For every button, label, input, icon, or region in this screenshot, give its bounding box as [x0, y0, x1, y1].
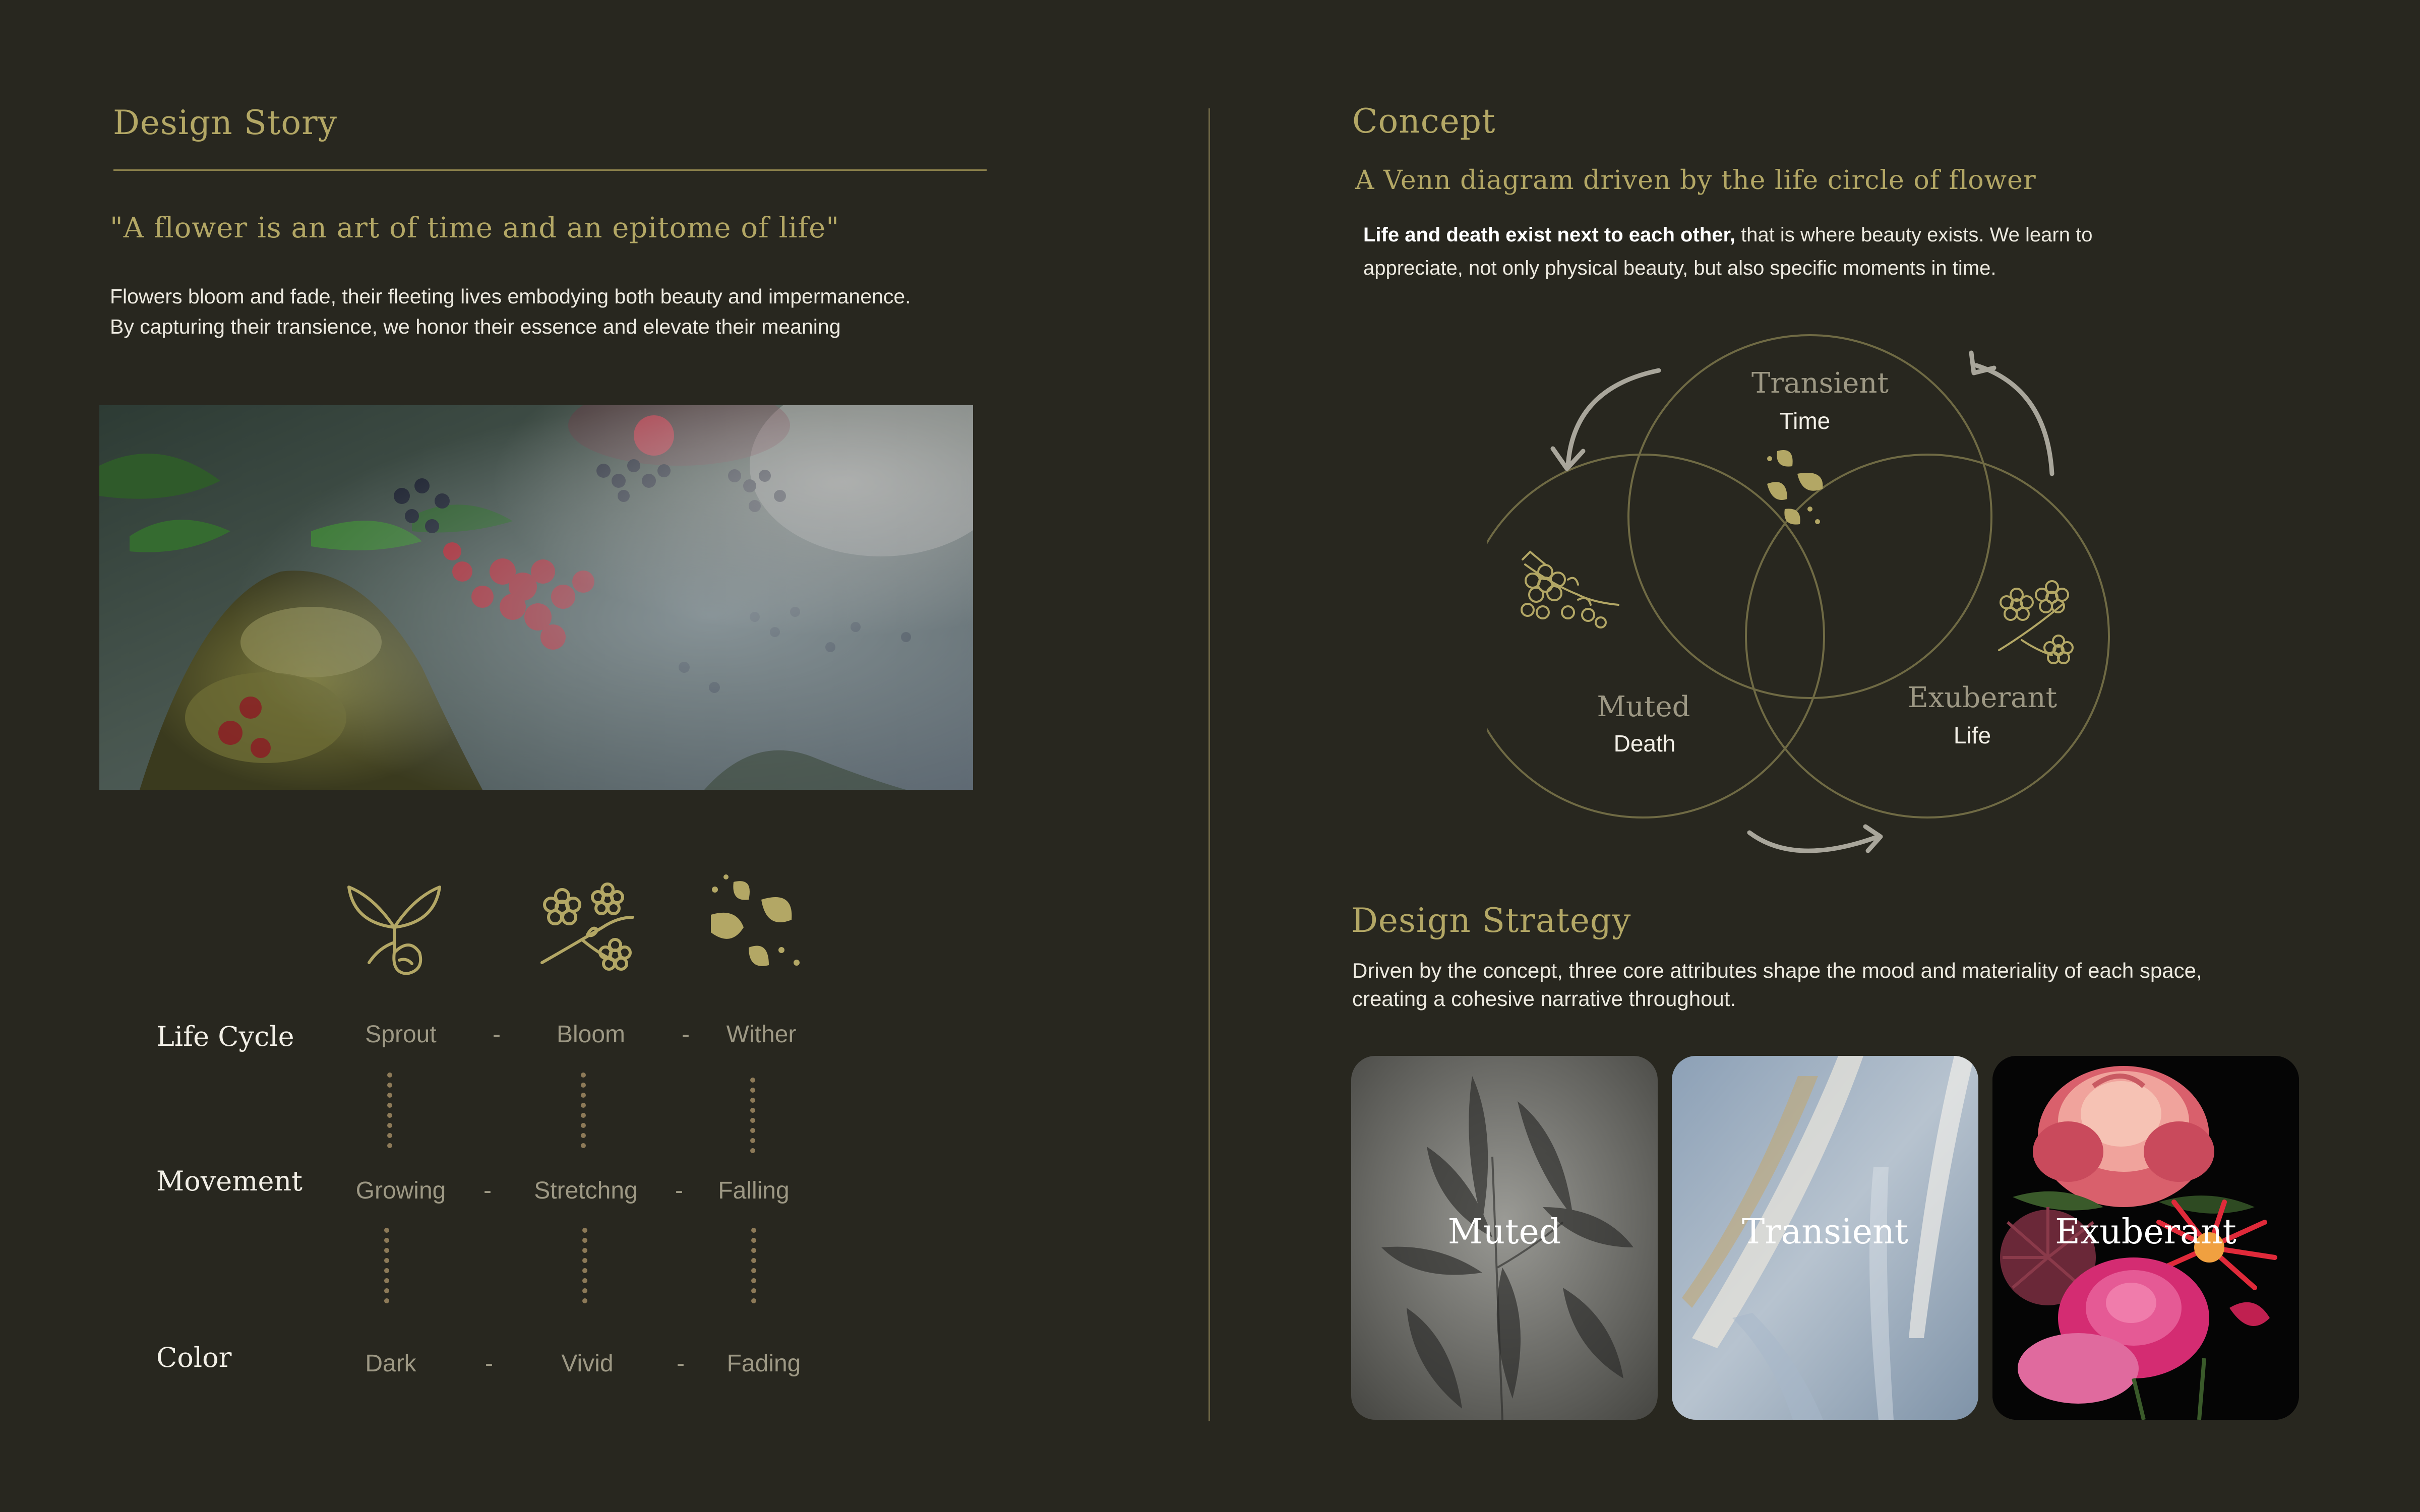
forest-berries-photo [99, 405, 973, 790]
design-story-body [110, 281, 911, 342]
blossom-branch-icon [1522, 552, 1618, 627]
cell-sprout: Sprout [365, 1021, 437, 1048]
row-label-color: Color [156, 1342, 232, 1373]
blossom-branch-icon [537, 877, 638, 980]
concept-body-line-2: appreciate, not only physical beauty, but also specific moments in time. [1363, 257, 1996, 279]
card-label-exuberant: Exuberant [2055, 1212, 2236, 1252]
cell-bloom: Bloom [556, 1021, 626, 1048]
strategy-line-2: creating a cohesive narrative throughout. [1352, 987, 1736, 1011]
cell-fading: Fading [727, 1350, 801, 1377]
venn-label-exuberant: Exuberant [1907, 681, 2058, 714]
page-divider [1208, 108, 1210, 1421]
body-line-2: By capturing their transience, we honor their essence and elevate their meaning [110, 315, 841, 338]
card-label-muted: Muted [1447, 1212, 1561, 1252]
design-story-quote: "A flower is an art of time and an epitome of life" [110, 212, 840, 244]
card-transient [1672, 1056, 1978, 1420]
design-story-title: Design Story [113, 103, 337, 142]
concept-title: Concept [1352, 102, 1496, 141]
design-strategy-body [1352, 957, 2202, 1013]
dash: - [485, 1350, 493, 1377]
cell-vivid: Vivid [561, 1350, 614, 1377]
cycle-arrow [1976, 365, 2052, 474]
card-muted [1351, 1056, 1658, 1420]
title-rule [113, 169, 987, 171]
venn-label-muted: Muted [1597, 690, 1690, 723]
dotted-connector [384, 1228, 389, 1308]
venn-label-life: Life [1953, 722, 1991, 748]
dash: - [483, 1177, 492, 1204]
cell-wither: Wither [726, 1021, 797, 1048]
dash: - [682, 1021, 690, 1048]
row-label-movement: Movement [156, 1165, 302, 1197]
concept-body-rest: that is where beauty exists. We learn to [1735, 224, 2093, 246]
venn-label-time: Time [1779, 408, 1831, 434]
cell-growing: Growing [355, 1177, 446, 1204]
dotted-connector [750, 1078, 755, 1158]
body-line-1: Flowers bloom and fade, their fleeting lives embodying both beauty and impermanence. [110, 285, 911, 308]
dotted-connector [387, 1073, 392, 1153]
sprout-icon [344, 877, 445, 980]
dotted-connector [751, 1228, 756, 1308]
card-label-transient: Transient [1741, 1212, 1909, 1252]
dotted-connector [582, 1228, 587, 1308]
concept-subtitle: A Venn diagram driven by the life circle of flower [1355, 165, 2036, 196]
dash: - [493, 1021, 501, 1048]
blossom-branch-icon [1999, 581, 2073, 663]
strategy-line-1: Driven by the concept, three core attributes shape the mood and materiality of each space, [1352, 959, 2202, 982]
venn-circle-death [1487, 455, 1824, 817]
cell-stretchng: Stretchng [534, 1177, 638, 1204]
cell-dark: Dark [365, 1350, 416, 1377]
venn-label-death: Death [1613, 730, 1676, 757]
cell-falling: Falling [718, 1177, 790, 1204]
venn-diagram [1487, 323, 2118, 877]
dash: - [677, 1350, 685, 1377]
cycle-arrow [1749, 833, 1878, 851]
card-exuberant [1992, 1056, 2299, 1420]
venn-label-transient: Transient [1751, 367, 1889, 400]
design-strategy-title: Design Strategy [1351, 901, 1631, 940]
dotted-connector [581, 1073, 586, 1153]
concept-body [1363, 218, 2092, 285]
row-label-life-cycle: Life Cycle [156, 1021, 294, 1052]
falling-petals-icon [706, 872, 807, 980]
concept-body-bold: Life and death exist next to each other, [1363, 224, 1735, 246]
dash: - [675, 1177, 683, 1204]
